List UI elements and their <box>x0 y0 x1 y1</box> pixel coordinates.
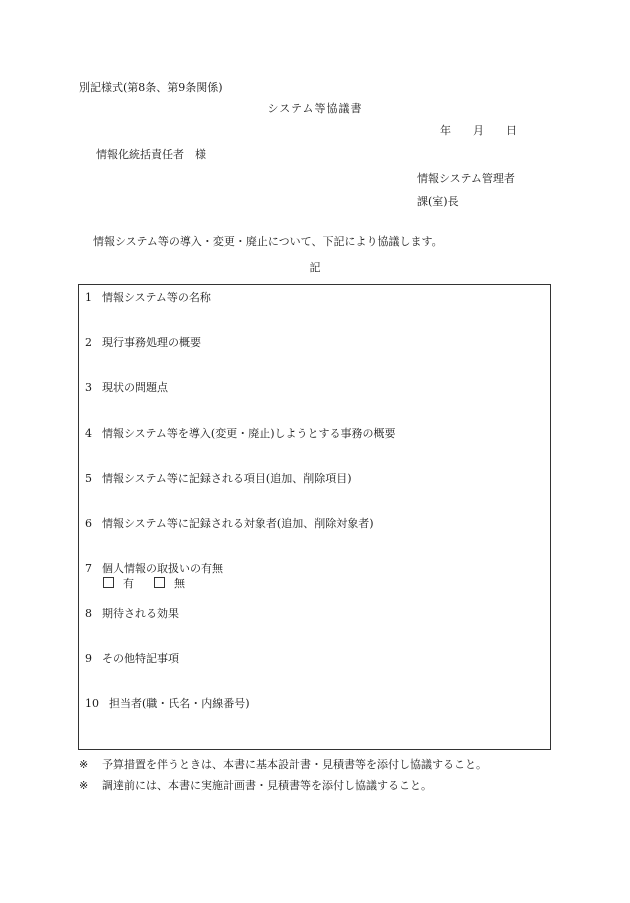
item-label: 情報システム等に記録される項目(追加、削除項目) <box>102 472 352 485</box>
note-procurement <box>79 779 432 792</box>
note-budget <box>79 758 487 771</box>
option-no-label: 無 <box>174 577 185 590</box>
items-box <box>78 284 551 750</box>
date-year-label: 年 <box>440 124 451 137</box>
item-current-issues <box>85 381 168 394</box>
option-no[interactable] <box>154 577 185 590</box>
date-line <box>440 124 517 137</box>
item-number: 2 <box>85 336 92 349</box>
item-label: 情報システム等に記録される対象者(追加、削除対象者) <box>102 517 374 530</box>
item-label: 情報システム等を導入(変更・廃止)しようとする事務の概要 <box>102 427 396 440</box>
item-label: 現行事務処理の概要 <box>102 336 201 349</box>
item-label: 個人情報の取扱いの有無 <box>102 562 223 575</box>
intro-statement: 情報システム等の導入・変更・廃止について、下記により協議します。 <box>93 235 443 248</box>
checkbox-yes[interactable] <box>103 577 114 588</box>
item-label: 情報システム等の名称 <box>102 291 211 304</box>
date-month-label: 月 <box>473 124 484 137</box>
item-system-name <box>85 291 211 304</box>
note-mark: ※ <box>79 779 89 792</box>
item-recorded-subjects <box>85 517 373 530</box>
item-personal-info <box>85 562 223 575</box>
item-recorded-fields <box>85 472 351 485</box>
sender-title: 情報システム管理者 <box>417 172 515 185</box>
note-text: 予算措置を伴うときは、本書に基本設計書・見積書等を添付し協議すること。 <box>102 758 487 771</box>
item-number: 5 <box>85 472 92 485</box>
item-label: 期待される効果 <box>102 607 179 620</box>
date-day-label: 日 <box>506 124 517 137</box>
item-number: 4 <box>85 427 92 440</box>
sender-department: 課(室)長 <box>417 195 459 208</box>
item-number: 10 <box>85 697 99 710</box>
option-yes[interactable] <box>103 577 134 590</box>
item-number: 9 <box>85 652 92 665</box>
item-person-in-charge <box>85 697 250 710</box>
option-yes-label: 有 <box>123 577 134 590</box>
item-number: 7 <box>85 562 92 575</box>
ki-heading: 記 <box>309 261 321 274</box>
checkbox-no[interactable] <box>154 577 165 588</box>
item-target-process <box>85 427 395 440</box>
item-label: 担当者(職・氏名・内線番号) <box>109 697 250 710</box>
addressee: 情報化統括責任者 様 <box>96 148 206 161</box>
item-number: 6 <box>85 517 92 530</box>
item-expected-effects <box>85 607 179 620</box>
item-label: 現状の問題点 <box>102 381 168 394</box>
item-number: 8 <box>85 607 92 620</box>
item-number: 1 <box>85 291 92 304</box>
note-text: 調達前には、本書に実施計画書・見積書等を添付し協議すること。 <box>102 779 432 792</box>
form-reference: 別記様式(第8条、第9条関係) <box>79 81 223 94</box>
personal-info-options <box>103 577 185 590</box>
item-other-notes <box>85 652 179 665</box>
item-current-process <box>85 336 201 349</box>
note-mark: ※ <box>79 758 89 771</box>
document-title: システム等協議書 <box>267 102 363 115</box>
item-number: 3 <box>85 381 92 394</box>
item-label: その他特記事項 <box>102 652 179 665</box>
